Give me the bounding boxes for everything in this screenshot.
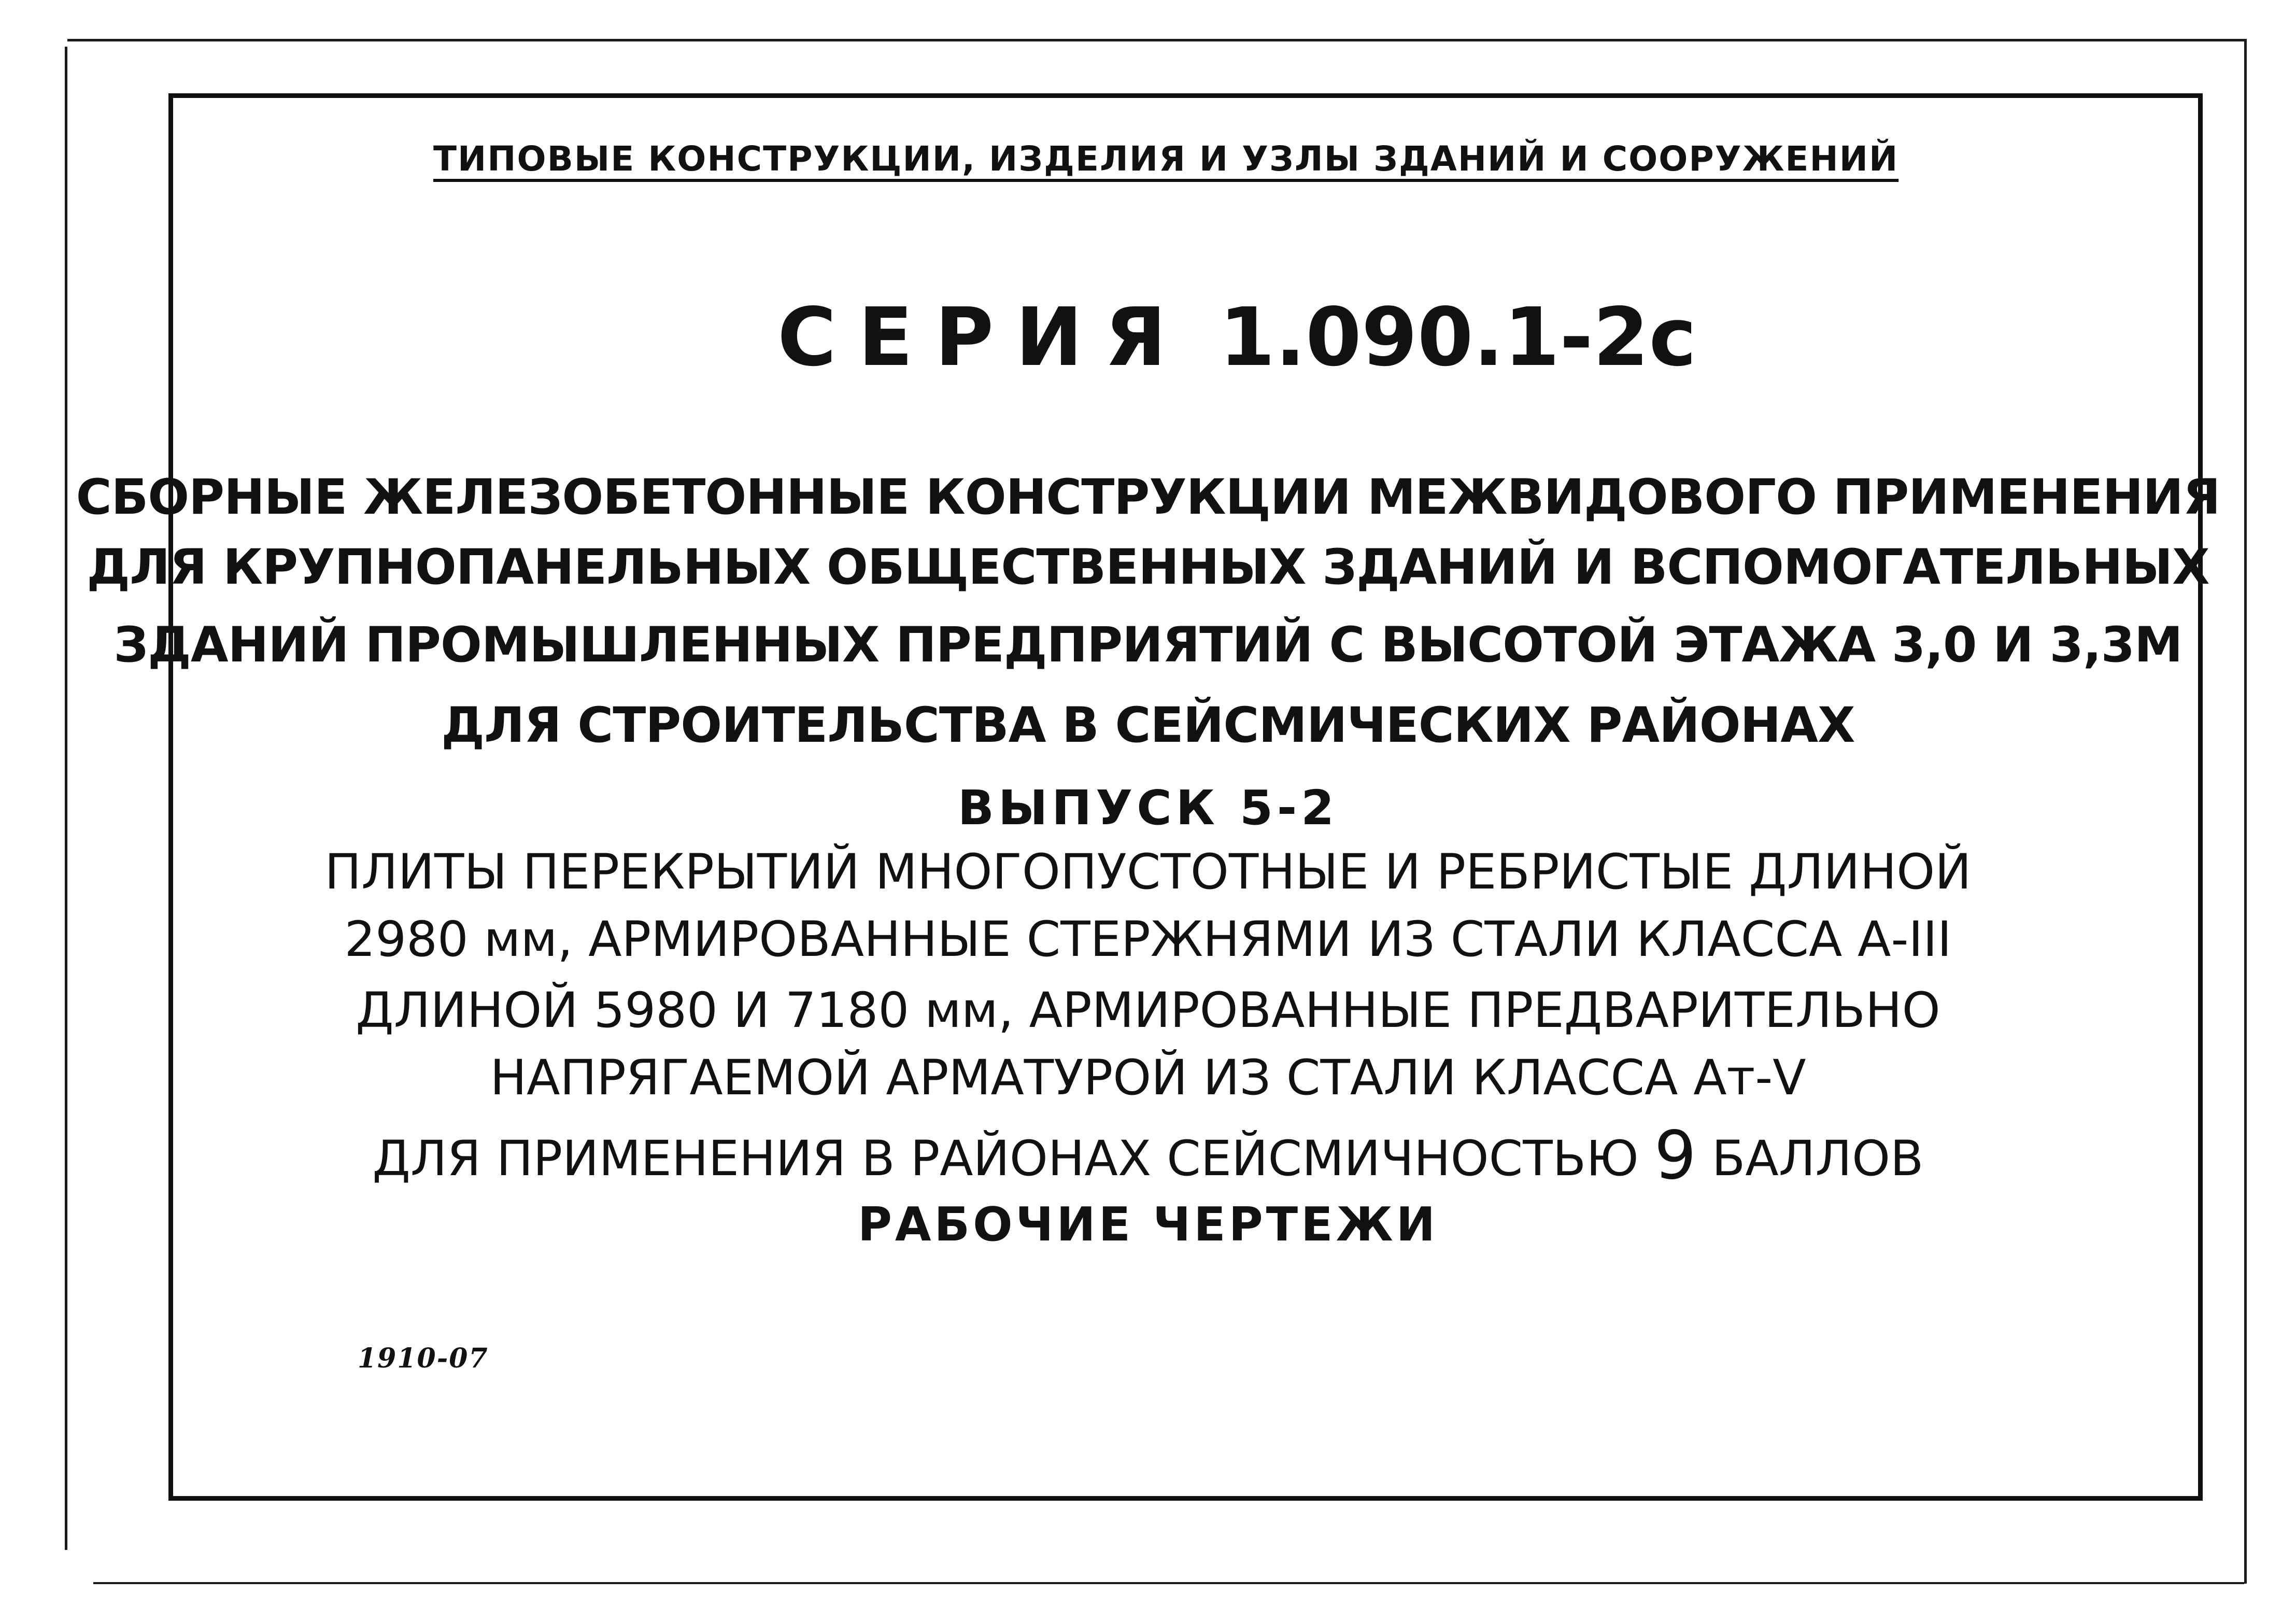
- issue-description-line: ДЛИНОЙ 5980 И 7180 мм, АРМИРОВАННЫЕ ПРЕДВАРИТЕЛЬНО: [356, 982, 1940, 1039]
- document-number: 1910-07: [358, 1343, 489, 1374]
- title-line: ДЛЯ СТРОИТЕЛЬСТВА В СЕЙСМИЧЕСКИХ РАЙОНАХ: [441, 697, 1855, 754]
- seismic-suffix: БАЛЛОВ: [1711, 1131, 1924, 1187]
- working-drawings-label: РАБОЧИЕ ЧЕРТЕЖИ: [857, 1197, 1439, 1252]
- issue-description-line: НАПРЯГАЕМОЙ АРМАТУРОЙ ИЗ СТАЛИ КЛАССА Ат-V: [490, 1050, 1806, 1106]
- title-line: СБОРНЫЕ ЖЕЛЕЗОБЕТОННЫЕ КОНСТРУКЦИИ МЕЖВИДОВОГО ПРИМЕНЕНИЯ: [76, 469, 2220, 526]
- seismic-prefix: ДЛЯ ПРИМЕНЕНИЯ В РАЙОНАХ СЕЙСМИЧНОСТЬЮ: [372, 1131, 1639, 1187]
- series-number: 1.090.1-2с: [1219, 290, 1697, 384]
- series-title: [777, 290, 1697, 384]
- issue-description-line: ПЛИТЫ ПЕРЕКРЫТИЙ МНОГОПУСТОТНЫЕ И РЕБРИСТЫЕ ДЛИНОЙ: [324, 844, 1972, 900]
- issue-seismic-line: [0, 1117, 2296, 1194]
- title-line: ДЛЯ КРУПНОПАНЕЛЬНЫХ ОБЩЕСТВЕННЫХ ЗДАНИЙ И ВСПОМОГАТЕЛЬНЫХ: [87, 539, 2209, 596]
- seismic-rating: 9: [1654, 1117, 1697, 1194]
- outer-border-top: [67, 39, 2244, 41]
- title-line: ЗДАНИЙ ПРОМЫШЛЕННЫХ ПРЕДПРИЯТИЙ С ВЫСОТОЙ ЭТАЖА 3,0 И 3,3М: [114, 617, 2182, 673]
- series-caption: ТИПОВЫЕ КОНСТРУКЦИИ, ИЗДЕЛИЯ И УЗЛЫ ЗДАНИЙ И СООРУЖЕНИЙ: [433, 139, 1899, 179]
- issue-description-line: 2980 мм, АРМИРОВАННЫЕ СТЕРЖНЯМИ ИЗ СТАЛИ КЛАССА А-III: [344, 911, 1952, 968]
- outer-border-bottom: [93, 1582, 2244, 1584]
- issue-label: ВЫПУСК 5-2: [957, 780, 1339, 836]
- series-word: СЕРИЯ: [777, 290, 1188, 384]
